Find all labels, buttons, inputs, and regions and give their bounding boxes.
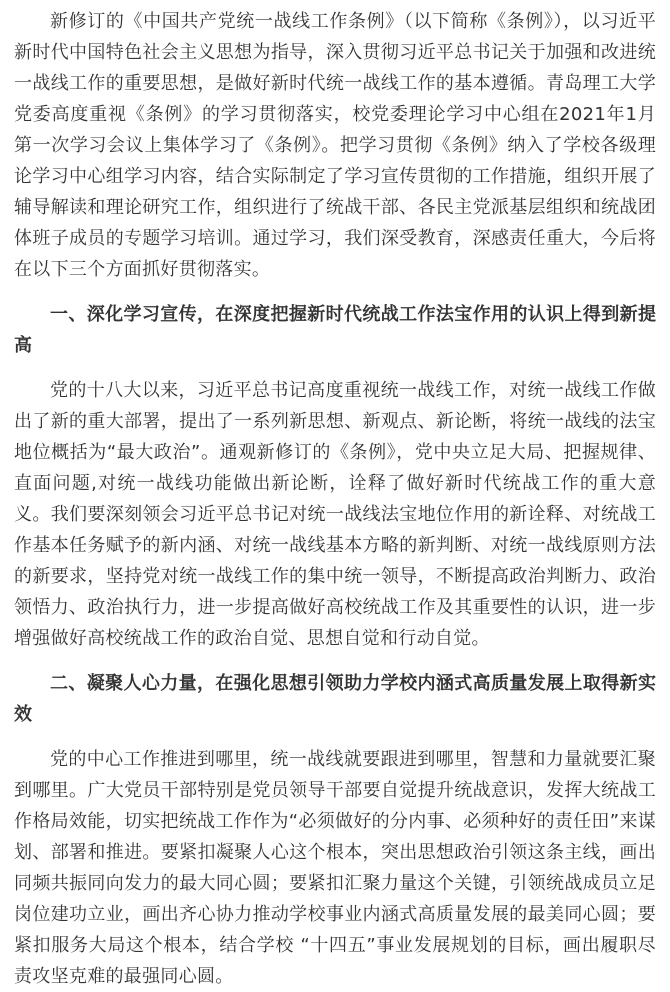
intro-paragraph: 新修订的《中国共产党统一战线工作条例》（以下简称《条例》），以习近平新时代中国特色社会主义思想为指导，深入贯彻习近平总书记关于加强和改进统一战线工作的重要思想，是做好新时代统一战线工作的基本遵循。青岛理工大学党委高度重视《条例》的学习贯彻落实，校党委理论学习中心组在2021年1月第一次学习会议上集体学习了《条例》。把学习贯彻《条例》纳入了学校各级理论学习中心组学习内容，结合实际制定了学习宣传贯彻的工作措施，组织开展了辅导解读和理论研究工作，组织进行了统战干部、各民主党派基层组织和统战团体班子成员的专题学习培训。通过学习，我们深受教育，深感责任重大，今后将在以下三个方面抓好贯彻落实。 [14,11,656,280]
article-body [14,6,656,992]
section-1-paragraph: 党的十八大以来，习近平总书记高度重视统一战线工作，对统一战线工作做出了新的重大部署，提出了一系列新思想、新观点、新论断，将统一战线的法宝地位概括为“最大政治”。通观新修订的《条例》，党中央立足大局、把握规律、直面问题,对统一战线功能做出新论断，诠释了做好新时代统战工作的重大意义。我们要深刻领会习近平总书记对统一战线法宝地位作用的新诠释、对统战工作基本任务赋予的新内涵、对统一战线基本方略的新判断、对统一战线原则方法的新要求，坚持党对统一战线工作的集中统一领导，不断提高政治判断力、政治领悟力、政治执行力，进一步提高做好高校统战工作及其重要性的认识，进一步增强做好高校统战工作的政治自觉、思想自觉和行动自觉。 [14,380,656,649]
section-1-heading: 一、深化学习宣传，在深度把握新时代统战工作法宝作用的认识上得到新提高 [14,304,656,356]
section-2-heading: 二、凝聚人心力量，在强化思想引领助力学校内涵式高质量发展上取得新实效 [14,673,656,725]
section-2-paragraph: 党的中心工作推进到哪里，统一战线就要跟进到哪里，智慧和力量就要汇聚到哪里。广大党员干部特别是党员领导干部要自觉提升统战意识，发挥大统战工作格局效能，切实把统战工作作为“必须做好的分内事、必须种好的责任田”来谋划、部署和推进。要紧扣凝聚人心这个根本，突出思想政治引领这条主线，画出同频共振同向发力的最大同心圆；要紧扣汇聚力量这个关键，引领统战成员立足岗位建功立业，画出齐心协力推动学校事业内涵式高质量发展的最美同心圆；要紧扣服务大局这个根本，结合学校 “十四五”事业发展规划的目标，画出履职尽责攻坚克难的最强同心圆。 [14,749,656,987]
